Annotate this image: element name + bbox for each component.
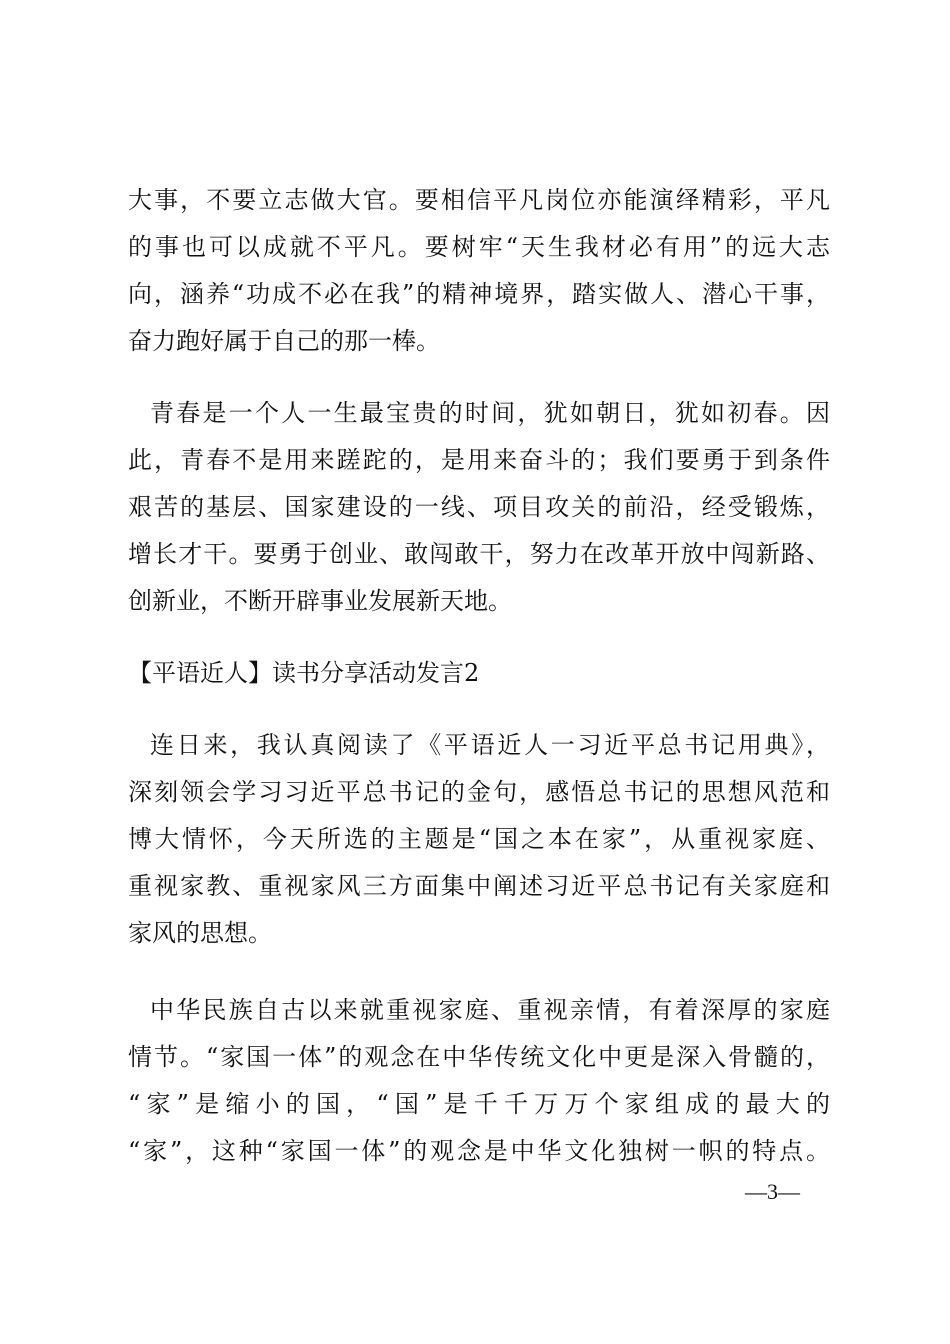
text-line: 中华民族自古以来就重视家庭、重视亲情，有着深厚的家庭 — [150, 996, 830, 1024]
text-line: 创新业，不断开辟事业发展新天地。 — [128, 587, 512, 615]
text-line: 青春是一个人一生最宝贵的时间，犹如朝日，犹如初春。因 — [150, 399, 830, 427]
text-line: 的事也可以成就不平凡。要树牢“天生我材必有用”的远大志 — [128, 233, 830, 261]
text-line: 连日来，我认真阅读了《平语近人一习近平总书记用典》， — [150, 731, 830, 759]
text-line: 向，涵养“功成不必在我”的精神境界，踏实做人、潜心干事， — [128, 280, 830, 308]
text-line: 情节。“家国一体”的观念在中华传统文化中更是深入骨髓的， — [128, 1043, 830, 1071]
section-heading: 【平语近人】读书分享活动发言2 — [128, 659, 480, 687]
text-line: “家”，这种“家国一体”的观念是中华文化独树一帜的特点。 — [128, 1137, 830, 1165]
text-line: 艰苦的基层、国家建设的一线、项目攻关的前沿，经受锻炼， — [128, 493, 830, 521]
text-line: 家风的思想。 — [128, 919, 272, 947]
text-line: 此，青春不是用来蹉跎的，是用来奋斗的；我们要勇于到条件 — [128, 446, 830, 474]
page-number: —3— — [745, 1179, 800, 1204]
text-line: 大事，不要立志做大官。要相信平凡岗位亦能演绎精彩，平凡 — [128, 186, 830, 214]
text-line: 奋力跑好属于自己的那一棒。 — [128, 327, 440, 355]
text-line: 博大情怀，今天所选的主题是“国之本在家”，从重视家庭、 — [128, 825, 830, 853]
text-line: 增长才干。要勇于创业、敢闯敢干，努力在改革开放中闯新路、 — [128, 540, 830, 568]
text-line: 重视家教、重视家风三方面集中阐述习近平总书记有关家庭和 — [128, 872, 830, 900]
text-line: “家”是缩小的国，“国”是千千万万个家组成的最大的 — [128, 1090, 830, 1118]
text-line: 深刻领会学习习近平总书记的金句，感悟总书记的思想风范和 — [128, 778, 830, 806]
